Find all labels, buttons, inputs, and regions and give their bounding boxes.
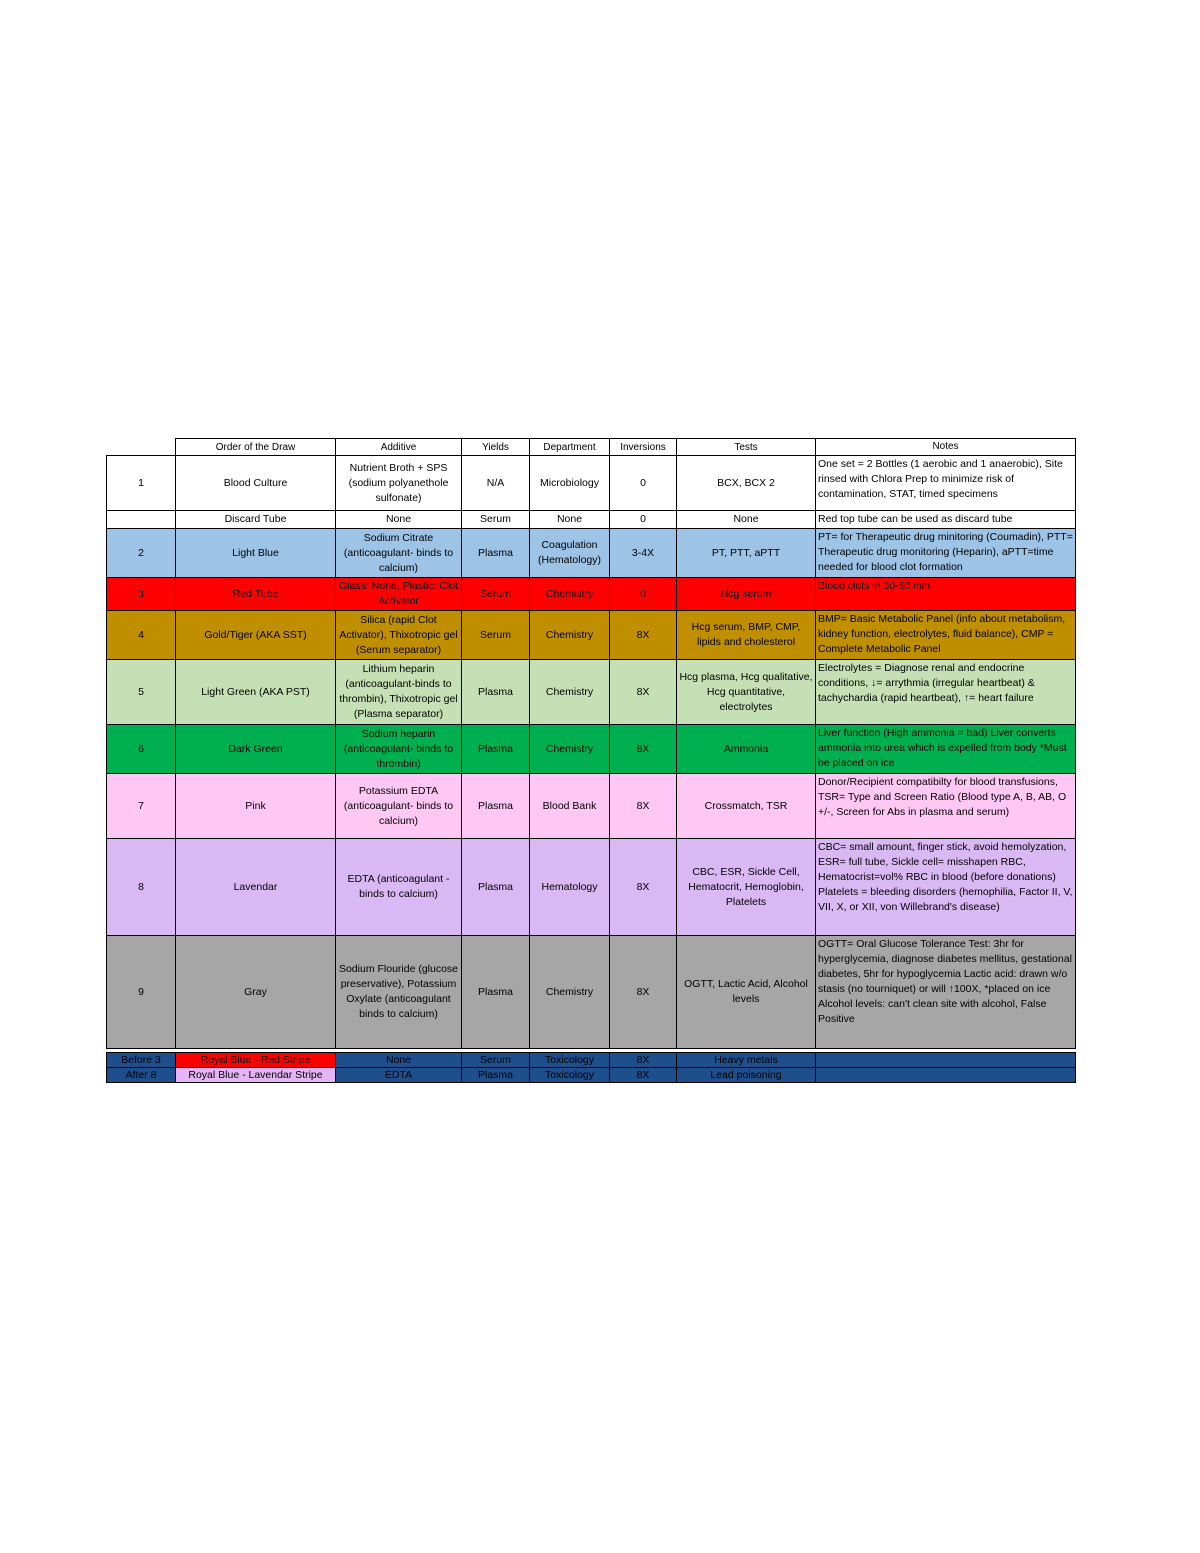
inversions-cell: 8X	[610, 611, 677, 660]
tube-name: Discard Tube	[176, 511, 336, 529]
yields-cell: Plasma	[462, 839, 530, 936]
yields-cell: Serum	[462, 578, 530, 611]
header-order: Order of the Draw	[176, 439, 336, 456]
yields-cell: Plasma	[462, 774, 530, 839]
header-inversions: Inversions	[610, 439, 677, 456]
additive-cell: Potassium EDTA (anticoagulant- binds to calcium)	[336, 774, 462, 839]
tube-name: Light Blue	[176, 529, 336, 578]
tube-name: Light Green (AKA PST)	[176, 660, 336, 725]
tube-name: Lavendar	[176, 839, 336, 936]
row-number: 5	[107, 660, 176, 725]
department-cell: Coagulation (Hematology)	[530, 529, 610, 578]
additive-cell: Sodium heparin (anticoagulant- binds to thrombin)	[336, 725, 462, 774]
table-row	[107, 1068, 1076, 1083]
department-cell: Chemistry	[530, 578, 610, 611]
department-cell: Chemistry	[530, 936, 610, 1049]
tube-name: Gray	[176, 936, 336, 1049]
tests-cell: Hcg serum, BMP, CMP, lipids and cholesterol	[677, 611, 816, 660]
table-row	[107, 839, 1076, 936]
table-row	[107, 774, 1076, 839]
yields-cell: Serum	[462, 1053, 530, 1068]
table-row	[107, 1053, 1076, 1068]
notes-cell: Liver function (High ammonia = bad) Liver converts ammonia into urea which is expelled from body *Must be placed on ice	[816, 725, 1076, 774]
row-number: 6	[107, 725, 176, 774]
department-cell: None	[530, 511, 610, 529]
tests-cell: Lead poisoning	[677, 1068, 816, 1083]
tube-name: Royal Blue - Red Stripe	[176, 1053, 336, 1068]
table-row	[107, 511, 1076, 529]
inversions-cell: 8X	[610, 1053, 677, 1068]
header-additive: Additive	[336, 439, 462, 456]
tests-cell: Ammonia	[677, 725, 816, 774]
tube-name: Dark Green	[176, 725, 336, 774]
additive-cell: EDTA (anticoagulant - binds to calcium)	[336, 839, 462, 936]
notes-cell: Donor/Recipient compatibilty for blood transfusions, TSR= Type and Screen Ratio (Blood type A, B, AB, O +/-, Screen for Abs in plasma and serum)	[816, 774, 1076, 839]
tests-cell: Heavy metals	[677, 1053, 816, 1068]
row-number: 8	[107, 839, 176, 936]
inversions-cell: 8X	[610, 725, 677, 774]
tests-cell: CBC, ESR, Sickle Cell, Hematocrit, Hemoglobin, Platelets	[677, 839, 816, 936]
tube-name: Royal Blue - Lavendar Stripe	[176, 1068, 336, 1083]
inversions-cell: 8X	[610, 936, 677, 1049]
department-cell: Toxicology	[530, 1068, 610, 1083]
tests-cell: BCX, BCX 2	[677, 456, 816, 511]
tube-name: Pink	[176, 774, 336, 839]
tube-name: Gold/Tiger (AKA SST)	[176, 611, 336, 660]
row-number	[107, 511, 176, 529]
notes-cell: Red top tube can be used as discard tube	[816, 511, 1076, 529]
department-cell: Toxicology	[530, 1053, 610, 1068]
department-cell: Chemistry	[530, 725, 610, 774]
table-row	[107, 456, 1076, 511]
tests-cell: Hcg serum	[677, 578, 816, 611]
table-row	[107, 529, 1076, 578]
yields-cell: Serum	[462, 611, 530, 660]
row-number: 3	[107, 578, 176, 611]
royal-blue-table	[106, 1052, 1076, 1083]
table-body	[107, 439, 1076, 1049]
tests-cell: Hcg plasma, Hcg qualitative, Hcg quantitative, electrolytes	[677, 660, 816, 725]
table-row	[107, 578, 1076, 611]
row-number: 9	[107, 936, 176, 1049]
header-notes: Notes	[816, 439, 1076, 456]
additive-cell: Nutrient Broth + SPS (sodium polyanethole sulfonate)	[336, 456, 462, 511]
notes-cell: Electrolytes = Diagnose renal and endocrine conditions, ↓= arrythmia (irregular heartbeat) & tachychardia (rapid heartbeat), ↑= heart failure	[816, 660, 1076, 725]
table-row	[107, 725, 1076, 774]
inversions-cell: 8X	[610, 774, 677, 839]
additive-cell: Lithium heparin (anticoagulant-binds to thrombin), Thixotropic gel (Plasma separator)	[336, 660, 462, 725]
department-cell: Blood Bank	[530, 774, 610, 839]
notes-cell: One set = 2 Bottles (1 aerobic and 1 anaerobic), Site rinsed with Chlora Prep to minimize risk of contamination, STAT, timed specimens	[816, 456, 1076, 511]
tests-cell: OGTT, Lactic Acid, Alcohol levels	[677, 936, 816, 1049]
order-of-draw-table	[106, 438, 1076, 1049]
header-cell-empty	[107, 439, 176, 456]
table-row	[107, 611, 1076, 660]
inversions-cell: 0	[610, 456, 677, 511]
department-cell: Chemistry	[530, 660, 610, 725]
tube-name: Red Tube	[176, 578, 336, 611]
inversions-cell: 8X	[610, 1068, 677, 1083]
inversions-cell: 0	[610, 511, 677, 529]
yields-cell: Plasma	[462, 725, 530, 774]
notes-cell: Blood clots in 30-60 min	[816, 578, 1076, 611]
additive-cell: None	[336, 511, 462, 529]
tests-cell: None	[677, 511, 816, 529]
position-label: Before 3	[107, 1053, 176, 1068]
yields-cell: Plasma	[462, 660, 530, 725]
notes-cell: BMP= Basic Metabolic Panel (info about metabolism, kidney function, electrolytes, fluid balance), CMP = Complete Metabolic Panel	[816, 611, 1076, 660]
notes-cell: OGTT= Oral Glucose Tolerance Test: 3hr for hyperglycemia, diagnose diabetes mellitus, gestational diabetes, 5hr for hypoglycemia Lactic acid: drawn w/o stasis (no tourniquet) or will ↑100X, *placed on ice Alcohol levels: can't clean site with alcohol, False Positive	[816, 936, 1076, 1049]
yields-cell: Plasma	[462, 529, 530, 578]
header-row	[107, 439, 1076, 456]
additive-cell: Sodium Citrate (anticoagulant- binds to calcium)	[336, 529, 462, 578]
inversions-cell: 8X	[610, 660, 677, 725]
header-department: Department	[530, 439, 610, 456]
additive-cell: Sodium Flouride (glucose preservative), Potassium Oxylate (anticoagulant binds to calcium)	[336, 936, 462, 1049]
table-row	[107, 660, 1076, 725]
row-number: 2	[107, 529, 176, 578]
yields-cell: Plasma	[462, 1068, 530, 1083]
additive-cell: None	[336, 1053, 462, 1068]
notes-cell	[816, 1053, 1076, 1068]
inversions-cell: 8X	[610, 839, 677, 936]
inversions-cell: 3-4X	[610, 529, 677, 578]
row-number: 1	[107, 456, 176, 511]
department-cell: Hematology	[530, 839, 610, 936]
header-yields: Yields	[462, 439, 530, 456]
yields-cell: N/A	[462, 456, 530, 511]
position-label: After 8	[107, 1068, 176, 1083]
additive-cell: EDTA	[336, 1068, 462, 1083]
department-cell: Microbiology	[530, 456, 610, 511]
notes-cell: PT= for Therapeutic drug minitoring (Coumadin), PTT= Therapeutic drug monitoring (Heparin), aPTT=time needed for blood clot formation	[816, 529, 1076, 578]
header-tests: Tests	[677, 439, 816, 456]
notes-cell: CBC= small amount, finger stick, avoid hemolyzation, ESR= full tube, Sickle cell= misshapen RBC, Hematocrist=vol% RBC in blood (before donations) Platelets = bleeding disorders (hemophilia, Factor II, V, VII, X, or XII, von Willebrand's disease)	[816, 839, 1076, 936]
row-number: 4	[107, 611, 176, 660]
notes-cell	[816, 1068, 1076, 1083]
tube-name: Blood Culture	[176, 456, 336, 511]
row-number: 7	[107, 774, 176, 839]
royal-blue-body	[107, 1053, 1076, 1083]
table-row	[107, 936, 1076, 1049]
inversions-cell: 0	[610, 578, 677, 611]
tests-cell: PT, PTT, aPTT	[677, 529, 816, 578]
tests-cell: Crossmatch, TSR	[677, 774, 816, 839]
additive-cell: Silica (rapid Clot Activator), Thixotropic gel (Serum separator)	[336, 611, 462, 660]
additive-cell: Glass: None, Plastic: Clot Activator	[336, 578, 462, 611]
yields-cell: Plasma	[462, 936, 530, 1049]
department-cell: Chemistry	[530, 611, 610, 660]
yields-cell: Serum	[462, 511, 530, 529]
